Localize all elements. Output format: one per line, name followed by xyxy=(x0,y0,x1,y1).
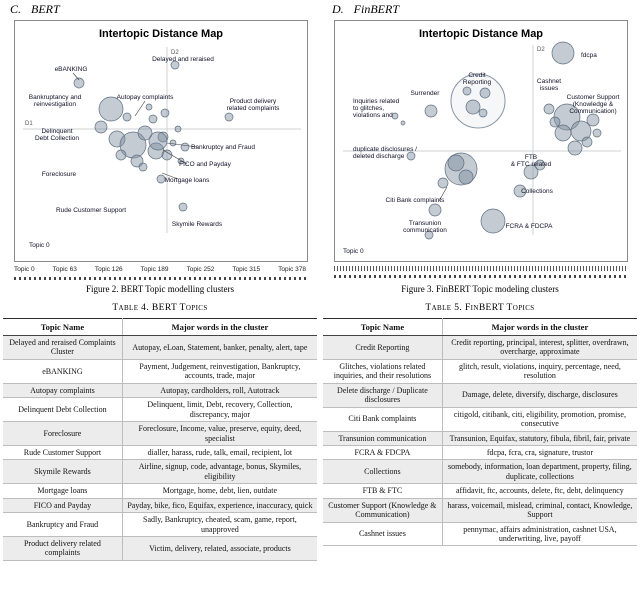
topic-bubble[interactable] xyxy=(550,117,560,127)
topic-bubble[interactable] xyxy=(582,137,592,147)
topic-bubble[interactable] xyxy=(162,150,172,160)
topic-label: Citi Bank complaints xyxy=(385,197,445,204)
major-words-cell: pennymac, affairs administration, cashnet USA, underwriting, live, payoff xyxy=(442,522,637,546)
topic-name-cell: Autopay complaints xyxy=(3,383,122,397)
topic-bubble[interactable] xyxy=(123,113,131,121)
subfigure-label-bert xyxy=(10,2,60,17)
topic-bubble[interactable] xyxy=(170,140,176,146)
table-row xyxy=(323,460,637,484)
topic-name-cell: Skymile Rewards xyxy=(3,460,122,484)
table-row xyxy=(323,431,637,445)
topic-label: Customer Support (Knowledge & Communication) xyxy=(566,94,620,115)
finbert-topics-table xyxy=(323,318,637,546)
topic-label: Product delivery related complaints xyxy=(226,98,280,112)
major-words-cell: Airline, signup, code, advantage, bonus, Skymiles, eligibility xyxy=(122,460,317,484)
topic-label: Credit Reporting xyxy=(462,72,492,86)
subfigure-name: FinBERT xyxy=(353,2,399,16)
major-words-cell: Autopay, cardholders, roll, Autotrack xyxy=(122,383,317,397)
figure-3-caption: Figure 3. FinBERT Topic modeling clusters xyxy=(401,284,559,294)
major-words-cell: citigold, citibank, citi, eligibility, promotion, promise, consecutive xyxy=(442,407,637,431)
topic-label: eBANKING xyxy=(54,66,88,73)
d2-axis-label: D2 xyxy=(171,50,179,56)
topic-bubble[interactable] xyxy=(459,170,473,184)
table-row xyxy=(3,336,317,360)
topic-label: Foreclosure xyxy=(41,171,77,178)
table-row xyxy=(3,460,317,484)
topic-bubble[interactable] xyxy=(392,113,398,119)
slider-tick-label[interactable]: Topic 126 xyxy=(94,266,123,273)
topic-slider-rail[interactable] xyxy=(14,277,306,280)
topic-name-cell: Foreclosure xyxy=(3,422,122,446)
column-header-topic-name: Topic Name xyxy=(3,319,122,336)
table-row xyxy=(323,336,637,360)
topic-label: Bankruptcy and Fraud xyxy=(191,144,255,151)
topic-bubble[interactable] xyxy=(146,104,152,110)
topic-bubble[interactable] xyxy=(425,105,437,117)
column-header-major-words: Major words in the cluster xyxy=(442,319,637,336)
topic-label: Skymile Rewards xyxy=(171,221,223,228)
topic-bubble[interactable] xyxy=(481,209,505,233)
table-row xyxy=(323,407,637,431)
label-leader-line xyxy=(135,101,145,116)
table-row xyxy=(3,445,317,459)
topic-bubble[interactable] xyxy=(438,178,448,188)
topic-name-cell: eBANKING xyxy=(3,359,122,383)
topic-name-cell: Collections xyxy=(323,460,442,484)
table-row xyxy=(323,498,637,522)
major-words-cell: Mortgage, home, debt, lien, outdate xyxy=(122,484,317,498)
major-words-cell: Foreclosure, Income, value, preserve, equity, deed, specialist xyxy=(122,422,317,446)
topic-bubble[interactable] xyxy=(95,121,107,133)
topic-label: Mortgage loans xyxy=(164,177,210,184)
table-row xyxy=(3,422,317,446)
topic-bubble[interactable] xyxy=(161,109,169,117)
finbert-intertopic-map xyxy=(334,20,628,262)
topic-bubble[interactable] xyxy=(479,109,487,117)
topic-name-cell: FICO and Payday xyxy=(3,498,122,512)
topic-label: Topic 0 xyxy=(343,248,364,255)
topic-name-cell: Transunion communication xyxy=(323,431,442,445)
topic-name-cell: Customer Support (Knowledge & Communication) xyxy=(323,498,442,522)
topic-bubble[interactable] xyxy=(466,100,480,114)
major-words-cell: Sadly, Bankruptcy, cheated, scam, game, report, unapproved xyxy=(122,513,317,537)
topic-bubble[interactable] xyxy=(587,114,599,126)
topic-label: Topic 0 xyxy=(29,242,50,249)
topic-bubble[interactable] xyxy=(181,143,189,151)
topic-label: FCRA & FDCPA xyxy=(505,223,553,230)
topic-name-cell: Product delivery related complaints xyxy=(3,537,122,561)
table-row xyxy=(3,383,317,397)
subfigure-letter: C. xyxy=(10,2,22,16)
topic-bubble[interactable] xyxy=(149,132,167,150)
table-row xyxy=(3,359,317,383)
topic-label: Autopay complaints xyxy=(116,94,174,101)
topic-label: Delayed and reraised xyxy=(152,56,214,63)
major-words-cell: affidavit, ftc, accounts, delete, ftc, debt, delinquency xyxy=(442,484,637,498)
subfigure-label-finbert xyxy=(332,2,399,17)
topic-name-cell: Bankruptcy and Fraud xyxy=(3,513,122,537)
bert-plot-svg xyxy=(15,21,307,261)
table-row xyxy=(323,359,637,383)
topic-bubble[interactable] xyxy=(225,113,233,121)
topic-bubble[interactable] xyxy=(407,152,415,160)
topic-label: Transunion communication xyxy=(403,220,447,234)
topic-name-cell: Delayed and reraised Complaints Cluster xyxy=(3,336,122,360)
topic-bubble[interactable] xyxy=(544,104,554,114)
plot-title: Intertopic Distance Map xyxy=(98,28,224,40)
table-row xyxy=(3,537,317,561)
slider-tick-label[interactable]: Topic 63 xyxy=(52,266,77,273)
topic-name-cell: Rude Customer Support xyxy=(3,445,122,459)
table-row xyxy=(3,398,317,422)
topic-bubble[interactable] xyxy=(593,129,601,137)
topic-label: FTB & FTC related xyxy=(510,154,552,168)
topic-bubble[interactable] xyxy=(448,155,464,171)
major-words-cell: Autopay, eLoan, Statement, banker, penalty, alert, tape xyxy=(122,336,317,360)
table-row xyxy=(323,383,637,407)
topic-label: Cashnet issues xyxy=(536,78,562,92)
d2-axis-label: D2 xyxy=(537,47,545,53)
topic-name-cell: Glitches, violations related inquiries, and their resolutions xyxy=(323,359,442,383)
topic-name-cell: Credit Reporting xyxy=(323,336,442,360)
finbert-plot-svg xyxy=(335,21,627,261)
slider-tick-label[interactable]: Topic 252 xyxy=(186,266,215,273)
major-words-cell: Victim, delivery, related, associate, products xyxy=(122,537,317,561)
topic-bubble[interactable] xyxy=(139,163,147,171)
major-words-cell: Transunion, Equifax, statutory, fibula, fibril, fair, private xyxy=(442,431,637,445)
topic-bubble[interactable] xyxy=(149,115,157,123)
slider-tick-label[interactable]: Topic 315 xyxy=(232,266,261,273)
major-words-cell: Payment, Judgement, reinvestigation, Bankruptcy, accounts, trade, major xyxy=(122,359,317,383)
topic-name-cell: Cashnet issues xyxy=(323,522,442,546)
plot-title: Intertopic Distance Map xyxy=(418,28,544,40)
table-row xyxy=(3,484,317,498)
table-row xyxy=(3,513,317,537)
topic-name-cell: FCRA & FDCPA xyxy=(323,445,442,459)
topic-label: Bankruptancy and reinvestigation xyxy=(28,94,82,108)
major-words-cell: glitch, result, violations, inquiry, percentage, need, resolution xyxy=(442,359,637,383)
table-5-title: Table 5. FinBERT Topics xyxy=(425,303,535,313)
topic-label: Inquiries related to glitches, violations and xyxy=(353,98,400,119)
figure-2-caption: Figure 2. BERT Topic modelling clusters xyxy=(86,284,234,294)
topic-bubble[interactable] xyxy=(552,42,574,64)
slider-tick-label[interactable]: Topic 189 xyxy=(140,266,169,273)
d1-axis-label: D1 xyxy=(25,121,33,127)
topic-bubble[interactable] xyxy=(401,121,405,125)
topic-label: Surrender xyxy=(410,90,440,97)
major-words-cell: Delinquent, limit, Debt, recovery, Collection, discrepancy, major xyxy=(122,398,317,422)
table-header-row xyxy=(3,319,317,336)
major-words-cell: fdcpa, fcra, cra, signature, trustor xyxy=(442,445,637,459)
major-words-cell: Payday, bike, fico, Equifax, experience, inaccuracy, quick xyxy=(122,498,317,512)
topic-bubble[interactable] xyxy=(463,87,471,95)
table-row xyxy=(3,498,317,512)
column-header-major-words: Major words in the cluster xyxy=(122,319,317,336)
topic-name-cell: Delete discharge / Duplicate disclosures xyxy=(323,383,442,407)
topic-name-cell: Mortgage loans xyxy=(3,484,122,498)
major-words-cell: somebody, information, loan department, property, filing, duplicate, collections xyxy=(442,460,637,484)
slider-tick-label[interactable]: Topic 0 xyxy=(14,266,35,273)
topic-name-cell: Citi Bank complaints xyxy=(323,407,442,431)
slider-tick-label[interactable]: Topic 378 xyxy=(278,266,306,273)
topic-bubble[interactable] xyxy=(568,141,582,155)
topic-name-cell: FTB & FTC xyxy=(323,484,442,498)
column-header-topic-name: Topic Name xyxy=(323,319,442,336)
topic-label: Delinquent Debt Collection xyxy=(34,128,80,142)
topic-name-cell: Delinquent Debt Collection xyxy=(3,398,122,422)
topic-bubble[interactable] xyxy=(555,125,571,141)
major-words-cell: Damage, delete, diversify, discharge, disclosures xyxy=(442,383,637,407)
subfigure-letter: D. xyxy=(332,2,344,16)
topic-bubble[interactable] xyxy=(480,88,490,98)
topic-label: Rude Customer Support xyxy=(55,207,127,214)
major-words-cell: dialler, harass, rude, talk, email, recipient, lot xyxy=(122,445,317,459)
table-row xyxy=(323,522,637,546)
table-header-row xyxy=(323,319,637,336)
table-row xyxy=(323,445,637,459)
topic-label: duplicate disclosures / deleted discharge xyxy=(353,146,417,160)
topic-bubble[interactable] xyxy=(116,150,126,160)
topic-slider-labels xyxy=(14,266,306,273)
subfigure-name: BERT xyxy=(31,2,60,16)
topic-bubble[interactable] xyxy=(429,204,441,216)
topic-bubble[interactable] xyxy=(179,203,187,211)
topic-slider-ticks[interactable] xyxy=(334,266,626,271)
topic-label: FICO and Payday xyxy=(179,161,231,168)
topic-label: fdcpa xyxy=(581,52,597,59)
major-words-cell: harass, voicemail, mislead, criminal, contact, Knowledge, Support xyxy=(442,498,637,522)
topic-label: Collections xyxy=(521,188,553,195)
bert-intertopic-map xyxy=(14,20,308,262)
table-4-title: Table 4. BERT Topics xyxy=(112,303,208,313)
topic-bubble[interactable] xyxy=(74,78,84,88)
topic-slider-rail[interactable] xyxy=(334,275,626,278)
major-words-cell: Credit reporting, principal, interest, splitter, overdrawn, overcharge, approximate xyxy=(442,336,637,360)
topic-bubble[interactable] xyxy=(175,126,181,132)
bert-topics-table xyxy=(3,318,317,561)
table-row xyxy=(323,484,637,498)
